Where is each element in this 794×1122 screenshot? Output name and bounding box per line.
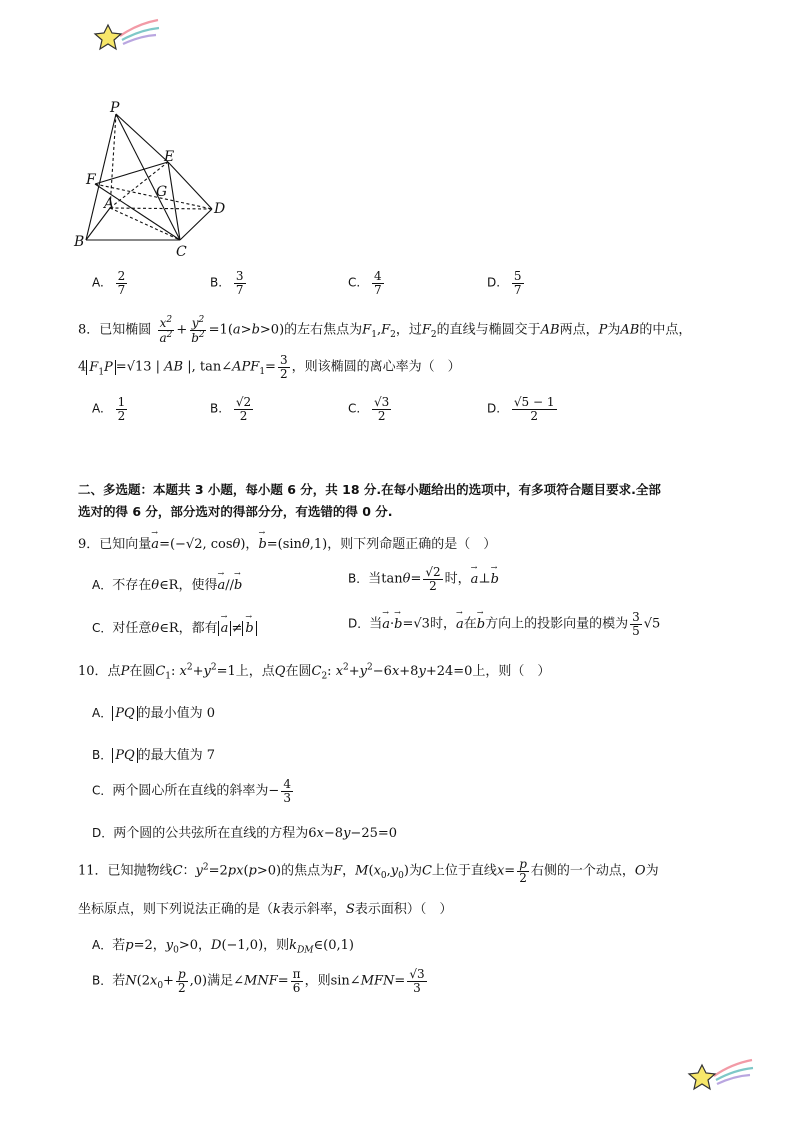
q7-option-c: C. $\frac{4}{7}$	[348, 269, 382, 297]
q8-option-c: C. $\frac{√3}{2}$	[348, 395, 390, 423]
question-8-stem: 8．已知椭圆 $\frac{x^2}{a^2}$ + $\frac{y^2}{b^2}$ =1(a>b>0)的左右焦点为$F_1,F_2$，过$F_2$的直线与椭圆交于AB两点，P为AB的中点，	[78, 315, 692, 345]
q10-option-c: C．两个圆心所在直线的斜率为− $\frac{4}{3}$	[92, 777, 291, 805]
q10-option-d: D．两个圆的公共弦所在直线的方程为6x−8y−25=0	[92, 826, 398, 841]
label-p: P	[110, 100, 120, 116]
option-letter: A.	[92, 275, 104, 290]
label-d: D	[214, 201, 226, 217]
shooting-star-icon	[686, 1054, 756, 1098]
pyramid-figure	[70, 98, 240, 264]
star-decoration-bottom	[686, 1054, 756, 1102]
q7-option-a: A. $\frac{2}{7}$	[92, 269, 126, 297]
q8-option-b: B. $\frac{√2}{2}$	[210, 395, 252, 423]
q9-option-a: A．不存在θ∈R，使得a →//b →	[92, 574, 242, 593]
section-2-title: 二、多选题：本题共 3 小题，每小题 6 分，共 18 分.在每小题给出的选项中，有多项符合题目要求.全部	[78, 482, 661, 497]
question-11-stem: 11．已知抛物线C：$y^2=2px(p>0)$的焦点为F，$M(x_0,y_0)$为C上位于直线x= $\frac{p}{2}$ 右侧的一个动点，O为	[78, 857, 659, 885]
q9-option-b: B．当tanθ= $\frac{√2}{2}$ 时，a →⊥b →	[348, 566, 499, 592]
label-f: F	[86, 172, 96, 188]
q8-option-a: A. $\frac{1}{2}$	[92, 395, 126, 423]
shooting-star-icon	[92, 14, 162, 58]
question-11-stem-line2: 坐标原点，则下列说法正确的是（k表示斜率，S表示面积）（ ）	[78, 902, 453, 917]
q11-option-b: B．若$N(2x_0+$ $\frac{p}{2}$ ,0)满足∠MNF= $\frac{\pi}{6}$ ，则sin∠MFN= $\frac{√3}{3}$	[92, 967, 425, 995]
question-9-stem: 9．已知向量a →=(−√2, cosθ)，b →=(sinθ,1)，则下列命题正确的是（ ）	[78, 533, 496, 552]
label-a: A	[104, 196, 115, 212]
question-10-stem: 10．点P在圆$C_1$: $x^2+y^2=1$上，点Q在圆$C_2$: $x^2+y^2-6x+8y+24=0$上，则（ ）	[78, 662, 551, 682]
q9-option-d: D．当a →·b →=√3时，a →在b →方向上的投影向量的模为 $\frac{3}{5}$ √5	[348, 611, 660, 637]
q11-option-a: A．若p=2，$y_0>0$，D(−1,0)，则$k_{DM}\in(0,1)$	[92, 938, 354, 956]
q10-option-b: B． PQ 的最大值为 7	[92, 748, 216, 763]
q9-option-c: C．对任意θ∈R，都有 a → ≠ b →	[92, 617, 257, 636]
label-g: G	[156, 184, 168, 200]
star-decoration-top	[92, 14, 162, 62]
section-2-subtitle: 选对的得 6 分，部分选对的得部分分，有选错的得 0 分.	[78, 504, 393, 519]
q7-option-b: B. $\frac{3}{7}$	[210, 269, 244, 297]
label-e: E	[164, 149, 175, 165]
question-8-condition: 4 $F_1P =√13$ | AB |, $\tan\angle APF_1=$ $\frac{3}{2}$ ，则该椭圆的离心率为（ ）	[78, 353, 461, 381]
label-b: B	[74, 234, 85, 250]
q7-option-d: D. $\frac{5}{7}$	[487, 269, 522, 297]
q10-option-a: A． PQ 的最小值为 0	[92, 706, 216, 721]
q8-option-d: D. $\frac{√5 - 1}{2}$	[487, 395, 555, 423]
label-c: C	[176, 244, 187, 260]
